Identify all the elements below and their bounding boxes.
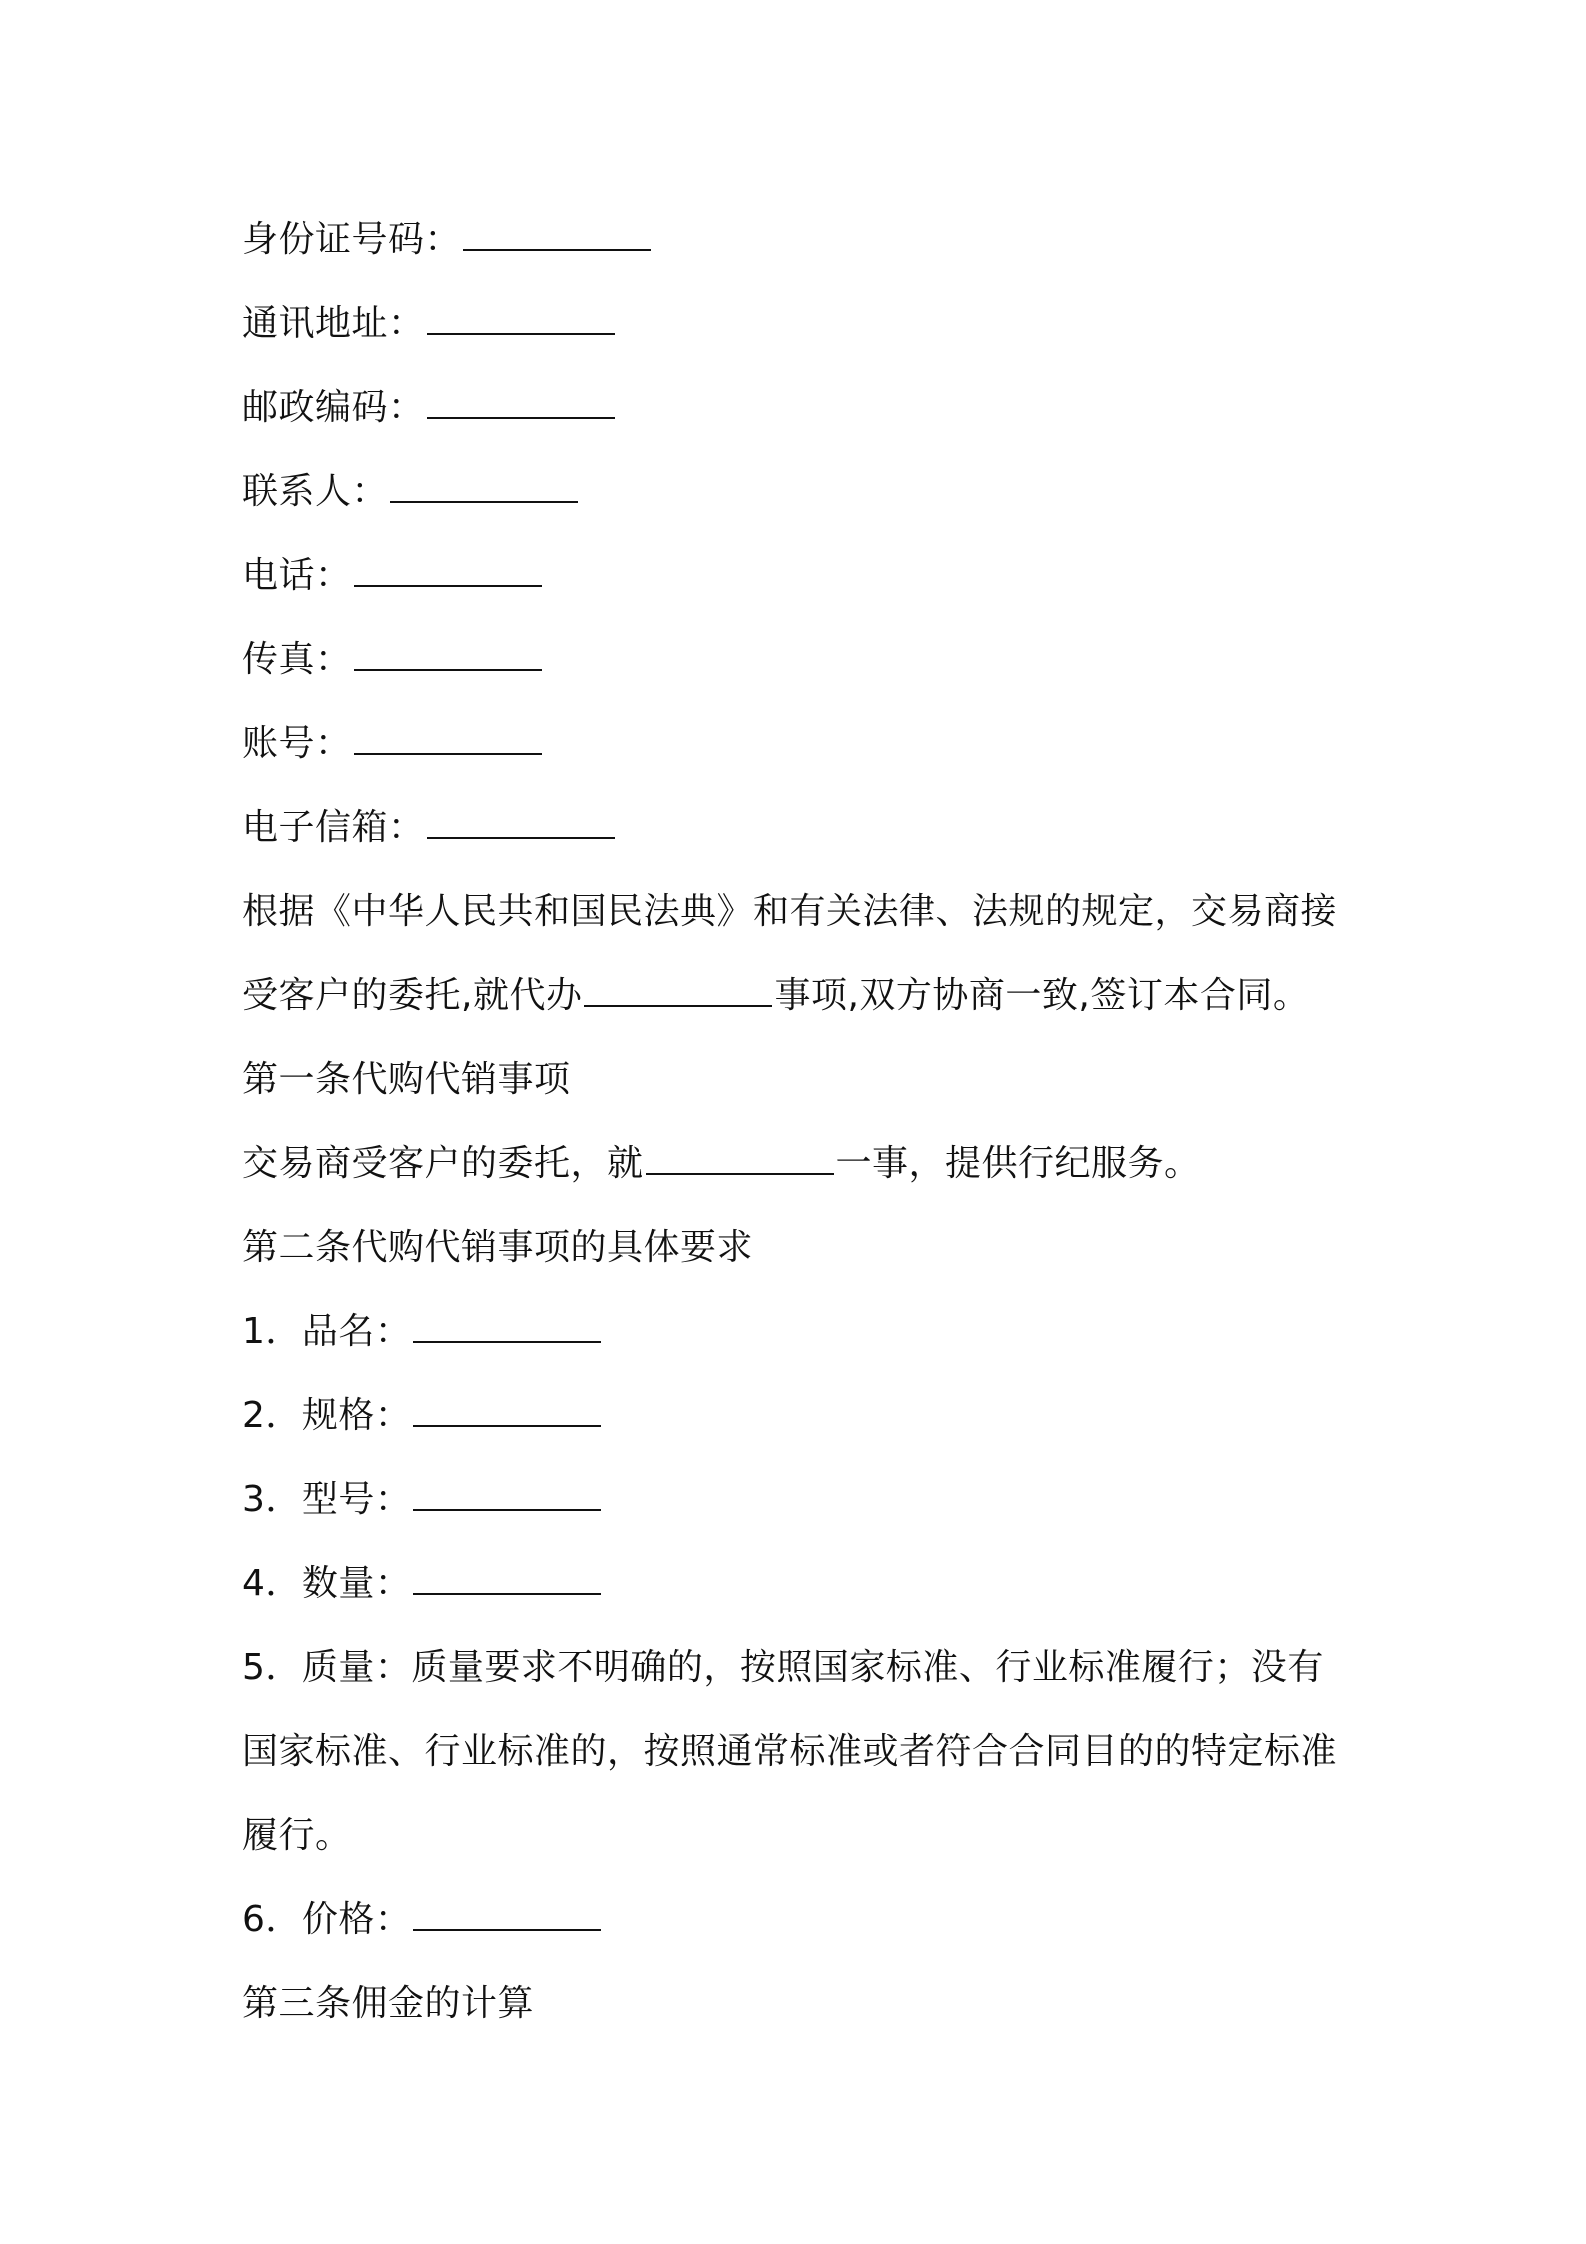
field-label: 身份证号码： (242, 219, 462, 260)
fill-blank[interactable] (463, 219, 651, 251)
item-quality-line-1: 5．质量：质量要求不明确的，按照国家标准、行业标准履行；没有 (242, 1647, 1324, 1688)
item-model (242, 1458, 1362, 1542)
field-email (242, 786, 1362, 870)
fill-blank[interactable] (427, 387, 615, 419)
field-fax (242, 618, 1362, 702)
item-label: 3．型号： (242, 1479, 412, 1520)
field-label: 账号： (242, 723, 352, 764)
preamble-line-2 (242, 954, 1362, 1038)
fill-blank[interactable] (354, 723, 542, 755)
fill-blank[interactable] (413, 1563, 601, 1595)
contract-body (242, 198, 1362, 2046)
fill-blank[interactable] (427, 303, 615, 335)
preamble-text: 事项,双方协商一致,签订本合同。 (774, 975, 1310, 1016)
field-phone (242, 534, 1362, 618)
fill-blank[interactable] (413, 1395, 601, 1427)
field-postal-code (242, 366, 1362, 450)
item-label: 1．品名： (242, 1311, 412, 1352)
item-quantity (242, 1542, 1362, 1626)
article-3-title: 第三条佣金的计算 (242, 1983, 535, 2024)
field-id-number (242, 198, 1362, 282)
item-quality-line-2: 国家标准、行业标准的，按照通常标准或者符合合同目的的特定标准 (242, 1731, 1338, 1772)
fill-blank[interactable] (584, 975, 772, 1007)
fill-blank[interactable] (646, 1143, 834, 1175)
item-label: 6．价格： (242, 1899, 412, 1940)
fill-blank[interactable] (390, 471, 578, 503)
item-specification (242, 1374, 1362, 1458)
item-label: 2．规格： (242, 1395, 412, 1436)
field-contact-person (242, 450, 1362, 534)
field-label: 联系人： (242, 471, 389, 512)
article-2-title: 第二条代购代销事项的具体要求 (242, 1227, 754, 1268)
field-label: 电话： (242, 555, 352, 596)
item-quality-line-3: 履行。 (242, 1815, 352, 1856)
item-price (242, 1878, 1362, 1962)
fill-blank[interactable] (413, 1311, 601, 1343)
item-product-name (242, 1290, 1362, 1374)
article-1-body (242, 1122, 1362, 1206)
preamble-text: 受客户的委托,就代办 (242, 975, 583, 1016)
article-text: 交易商受客户的委托，就 (242, 1143, 644, 1184)
fill-blank[interactable] (427, 807, 615, 839)
field-label: 电子信箱： (242, 807, 425, 848)
fill-blank[interactable] (413, 1899, 601, 1931)
article-text: 一事，提供行纪服务。 (835, 1143, 1201, 1184)
fill-blank[interactable] (354, 555, 542, 587)
field-label: 通讯地址： (242, 303, 425, 344)
field-label: 传真： (242, 639, 352, 680)
article-1-title: 第一条代购代销事项 (242, 1059, 571, 1100)
field-address (242, 282, 1362, 366)
field-label: 邮政编码： (242, 387, 425, 428)
fill-blank[interactable] (354, 639, 542, 671)
item-label: 4．数量： (242, 1563, 412, 1604)
field-account (242, 702, 1362, 786)
preamble-line-1: 根据《中华人民共和国民法典》和有关法律、法规的规定，交易商接 (242, 891, 1338, 932)
fill-blank[interactable] (413, 1479, 601, 1511)
